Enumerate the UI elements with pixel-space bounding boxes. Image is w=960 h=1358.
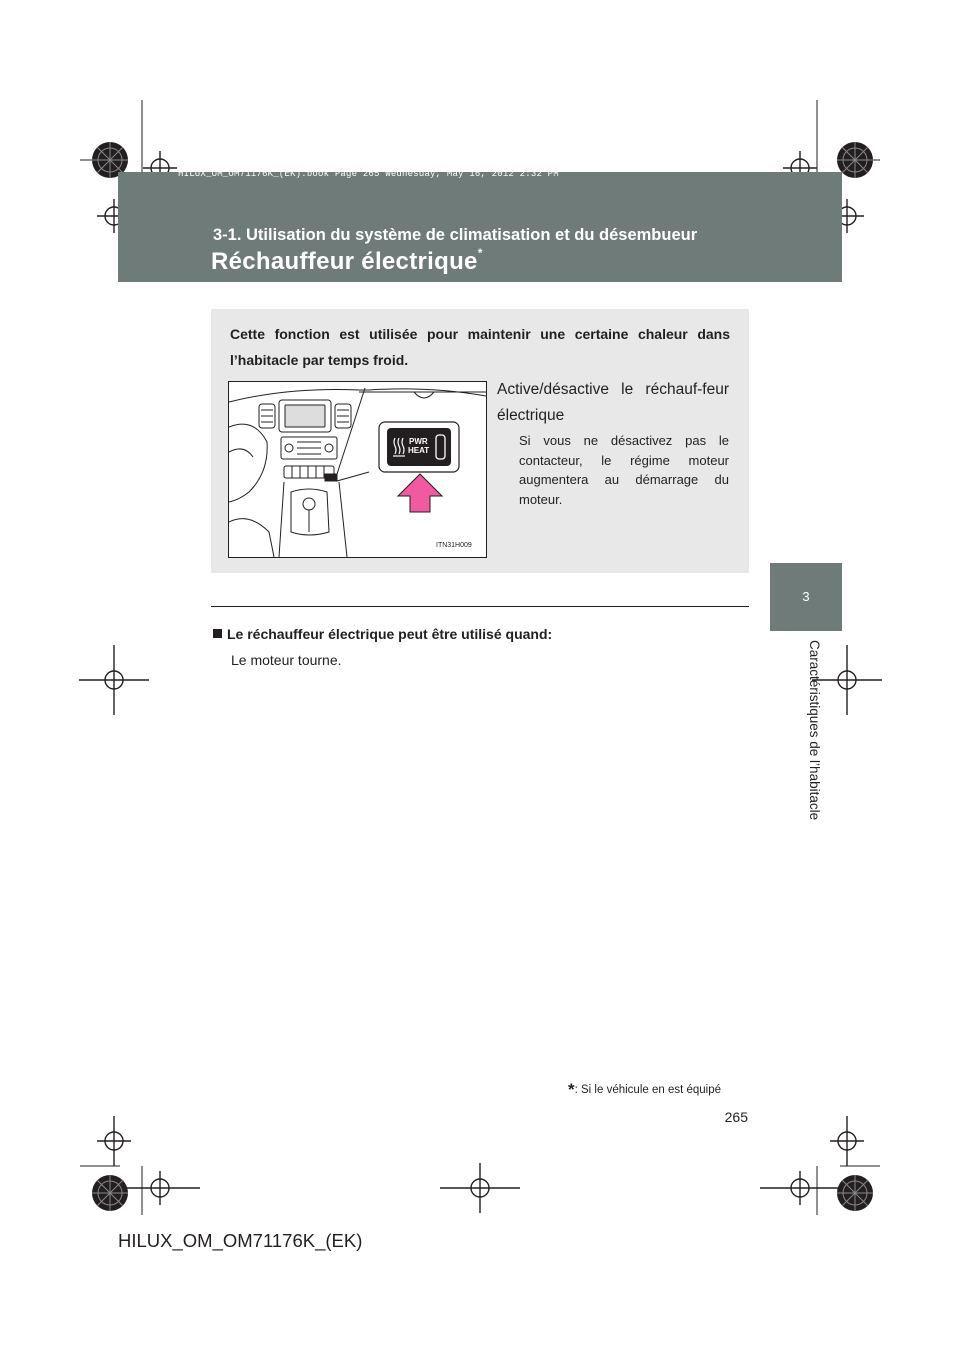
book-info-line: HILUX_OM_OM71176K_(EK).book Page 265 Wednesday, May 16, 2012 2:32 PM: [178, 169, 559, 179]
callout-body: Si vous ne désactivez pas le contacteur, le régime moteur augmentera au démarrage du moteur.: [519, 433, 729, 507]
up-arrow-icon: [398, 474, 442, 512]
square-bullet-icon: [213, 629, 222, 638]
footnote-text: : Si le véhicule en est équipé: [574, 1084, 722, 1096]
document-code: HILUX_OM_OM71176K_(EK): [118, 1230, 363, 1251]
note-heading-text: Le réchauffeur électrique peut être utilisé quand:: [227, 626, 553, 642]
section-title: 3-1. Utilisation du système de climatisation et du désembueur: [213, 226, 698, 244]
switch-label-pwr: PWR: [409, 437, 428, 446]
asterisk-icon: *: [568, 1080, 575, 1099]
page-title-text: Réchauffeur électrique: [211, 248, 478, 275]
note-heading: [213, 626, 552, 642]
note-body: Le moteur tourne.: [231, 652, 342, 668]
intro-text: Cette fonction est utilisée pour maintenir une certaine chaleur dans l’habitacle par temps froid.: [230, 326, 730, 368]
footnote: [568, 1078, 721, 1098]
section-divider: [211, 606, 749, 607]
page-title: [211, 248, 483, 276]
callout-title: Active/désactive le réchauf-feur électrique: [497, 381, 729, 424]
chapter-label: Caractéristiques de l’habitacle: [807, 640, 822, 821]
page-number: 265: [724, 1109, 748, 1125]
chapter-number: 3: [802, 589, 810, 604]
equipment-marker: *: [477, 246, 483, 260]
illustration-code: ITN31H009: [436, 542, 472, 549]
switch-label-heat: HEAT: [408, 446, 430, 455]
dashboard-illustration: [228, 381, 487, 558]
